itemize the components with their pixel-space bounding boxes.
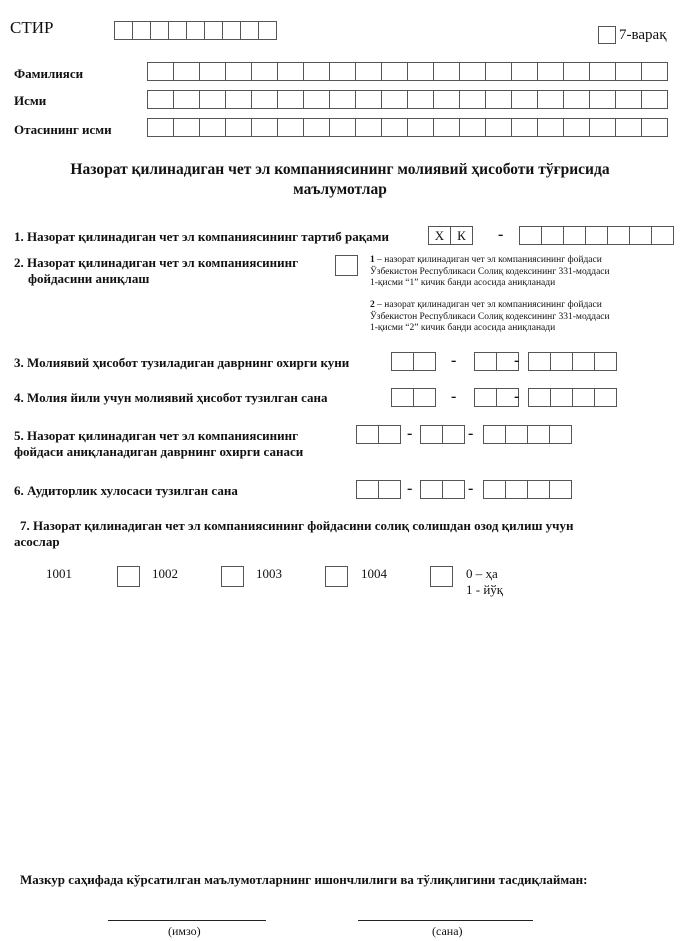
- option1-line1: – назорат қилинадиган чет эл компаниясининг фойдаси: [374, 255, 602, 265]
- input-cell[interactable]: [329, 118, 356, 137]
- patronymic-field[interactable]: [147, 118, 668, 137]
- input-cell[interactable]: [563, 62, 590, 81]
- item5-label-line1: 5. Назорат қилинадиган чет эл компаниясининг: [14, 428, 298, 443]
- item3-day-field[interactable]: [391, 352, 436, 371]
- item4-label: 4. Молия йили учун молиявий ҳисобот тузилган сана: [14, 390, 328, 405]
- input-cell[interactable]: [485, 90, 512, 109]
- input-cell[interactable]: [391, 388, 414, 407]
- input-cell[interactable]: [258, 21, 277, 40]
- item1-dash: -: [498, 226, 504, 243]
- input-cell[interactable]: [615, 118, 642, 137]
- input-cell[interactable]: [413, 388, 436, 407]
- input-cell[interactable]: [615, 62, 642, 81]
- input-cell[interactable]: [381, 62, 408, 81]
- stir-field[interactable]: [114, 21, 277, 40]
- input-cell[interactable]: [225, 118, 252, 137]
- input-cell[interactable]: [381, 90, 408, 109]
- input-cell[interactable]: [459, 62, 486, 81]
- input-cell[interactable]: [511, 62, 538, 81]
- input-cell[interactable]: [585, 226, 608, 245]
- input-cell[interactable]: [150, 21, 169, 40]
- item6-month-field[interactable]: [420, 480, 465, 499]
- input-cell[interactable]: [413, 352, 436, 371]
- input-cell[interactable]: [407, 118, 434, 137]
- input-cell[interactable]: [641, 90, 668, 109]
- input-cell[interactable]: [527, 425, 550, 444]
- signature-line[interactable]: [108, 920, 266, 921]
- page-title: [0, 160, 680, 200]
- code-1004-label: 1004: [361, 566, 387, 581]
- input-cell[interactable]: [537, 62, 564, 81]
- code-1003-label: 1003: [256, 566, 282, 581]
- input-cell[interactable]: [550, 352, 573, 371]
- input-cell[interactable]: [459, 90, 486, 109]
- option1-number: 1: [370, 255, 375, 265]
- input-cell[interactable]: [629, 226, 652, 245]
- option1-line2: Ўзбекистон Республикаси Солиқ кодексининг 331-моддаси: [370, 266, 610, 277]
- input-cell[interactable]: [474, 388, 497, 407]
- input-cell[interactable]: [641, 118, 668, 137]
- input-cell[interactable]: [615, 90, 642, 109]
- page-title-line2: маълумотлар: [293, 181, 387, 198]
- input-cell[interactable]: [485, 118, 512, 137]
- yes-no-legend: [466, 566, 503, 598]
- input-cell[interactable]: [563, 118, 590, 137]
- input-cell[interactable]: [303, 118, 330, 137]
- item2-checkbox[interactable]: [335, 255, 358, 276]
- page-title-line1: Назорат қилинадиган чет эл компаниясининг молиявий ҳисоботи тўғрисида: [70, 161, 610, 178]
- input-cell[interactable]: [589, 118, 616, 137]
- item5-label-line2: фойдаси аниқланадиган даврнинг охирги санаси: [14, 444, 304, 459]
- item2-label-line1: 2. Назорат қилинадиган чет эл компаниясининг: [14, 255, 298, 270]
- input-cell[interactable]: [563, 90, 590, 109]
- input-cell[interactable]: [173, 62, 200, 81]
- input-cell[interactable]: [147, 90, 174, 109]
- signature-caption: (имзо): [168, 924, 201, 938]
- input-cell[interactable]: [572, 388, 595, 407]
- input-cell[interactable]: [589, 90, 616, 109]
- input-cell[interactable]: [537, 118, 564, 137]
- patronymic-label: Отасининг исми: [14, 122, 112, 137]
- input-cell[interactable]: [391, 352, 414, 371]
- input-cell[interactable]: [303, 90, 330, 109]
- prefix-cell-k: К: [450, 226, 473, 245]
- input-cell[interactable]: [251, 90, 278, 109]
- date-caption: (сана): [432, 924, 463, 938]
- item2-label-line2: фойдасини аниқлаш: [28, 271, 150, 286]
- item5-label: [14, 428, 303, 460]
- item1-label: 1. Назорат қилинадиган чет эл компаниясининг тартиб рақами: [14, 229, 390, 244]
- code-1004-checkbox[interactable]: [430, 566, 453, 587]
- input-cell[interactable]: [563, 226, 586, 245]
- input-cell[interactable]: [505, 425, 528, 444]
- input-cell[interactable]: [199, 90, 226, 109]
- item5-year-field[interactable]: [483, 425, 572, 444]
- item6-label: 6. Аудиторлик хулосаси тузилган сана: [14, 483, 238, 498]
- surname-field[interactable]: [147, 62, 668, 81]
- item2-option2: [370, 300, 660, 335]
- input-cell[interactable]: [420, 480, 443, 499]
- code-1001-label: 1001: [46, 566, 72, 581]
- input-cell[interactable]: [378, 480, 401, 499]
- input-cell[interactable]: [355, 118, 382, 137]
- input-cell[interactable]: [511, 118, 538, 137]
- input-cell[interactable]: [505, 480, 528, 499]
- input-cell[interactable]: [132, 21, 151, 40]
- input-cell[interactable]: [277, 90, 304, 109]
- input-cell[interactable]: [222, 21, 241, 40]
- date-line[interactable]: [358, 920, 533, 921]
- item2-label: [14, 255, 298, 287]
- item4-year-field[interactable]: [528, 388, 617, 407]
- input-cell[interactable]: [474, 352, 497, 371]
- input-cell[interactable]: [407, 90, 434, 109]
- input-cell[interactable]: [528, 352, 551, 371]
- input-cell[interactable]: [147, 118, 174, 137]
- name-field[interactable]: [147, 90, 668, 109]
- input-cell[interactable]: [433, 90, 460, 109]
- page-number-box[interactable]: [598, 26, 616, 44]
- input-cell[interactable]: [541, 226, 564, 245]
- input-cell[interactable]: [355, 90, 382, 109]
- item4-day-field[interactable]: [391, 388, 436, 407]
- input-cell[interactable]: [168, 21, 187, 40]
- input-cell[interactable]: [527, 480, 550, 499]
- input-cell[interactable]: [199, 118, 226, 137]
- input-cell[interactable]: [356, 425, 379, 444]
- input-cell[interactable]: [303, 62, 330, 81]
- input-cell[interactable]: [225, 62, 252, 81]
- item6-day-field[interactable]: [356, 480, 401, 499]
- input-cell[interactable]: [483, 425, 506, 444]
- input-cell[interactable]: [459, 118, 486, 137]
- input-cell[interactable]: [277, 118, 304, 137]
- code-1002-label: 1002: [152, 566, 178, 581]
- input-cell[interactable]: [442, 480, 465, 499]
- option2-line3: 1-қисми “2” кичик банди асосида аниқланади: [370, 323, 556, 333]
- input-cell[interactable]: [407, 62, 434, 81]
- item5-month-field[interactable]: [420, 425, 465, 444]
- item2-option1: [370, 255, 660, 290]
- item7-label-line2: асослар: [14, 534, 60, 549]
- item6-year-field[interactable]: [483, 480, 572, 499]
- surname-label: Фамилияси: [14, 66, 84, 81]
- input-cell[interactable]: [251, 62, 278, 81]
- input-cell[interactable]: [442, 425, 465, 444]
- input-cell[interactable]: [550, 388, 573, 407]
- code-1001-checkbox[interactable]: [117, 566, 140, 587]
- input-cell[interactable]: [329, 90, 356, 109]
- input-cell[interactable]: [549, 425, 572, 444]
- input-cell[interactable]: [277, 62, 304, 81]
- name-label: Исми: [14, 93, 47, 108]
- input-cell[interactable]: [251, 118, 278, 137]
- input-cell[interactable]: [378, 425, 401, 444]
- input-cell[interactable]: [114, 21, 133, 40]
- input-cell[interactable]: [511, 90, 538, 109]
- input-cell[interactable]: [173, 118, 200, 137]
- input-cell[interactable]: [173, 90, 200, 109]
- input-cell[interactable]: [594, 388, 617, 407]
- input-cell[interactable]: [147, 62, 174, 81]
- input-cell[interactable]: [572, 352, 595, 371]
- input-cell[interactable]: [433, 118, 460, 137]
- yes-no-line1: 0 – ҳа: [466, 566, 498, 581]
- input-cell[interactable]: [519, 226, 542, 245]
- input-cell[interactable]: [528, 388, 551, 407]
- item3-label: 3. Молиявий ҳисобот тузиладиган даврнинг охирги куни: [14, 355, 350, 370]
- item4-month-field[interactable]: [474, 388, 519, 407]
- item1-prefix: [428, 226, 473, 245]
- option2-line2: Ўзбекистон Республикаси Солиқ кодексининг 331-моддаси: [370, 311, 610, 322]
- input-cell[interactable]: [420, 425, 443, 444]
- item3-year-field[interactable]: [528, 352, 617, 371]
- input-cell[interactable]: [186, 21, 205, 40]
- confirmation-text: Мазкур саҳифада кўрсатилган маълумотларнинг ишончлилиги ва тўлиқлигини тасдиқлайман:: [20, 872, 588, 887]
- input-cell[interactable]: [607, 226, 630, 245]
- option2-number: 2: [370, 300, 375, 310]
- input-cell[interactable]: [549, 480, 572, 499]
- input-cell[interactable]: [594, 352, 617, 371]
- input-cell[interactable]: [483, 480, 506, 499]
- prefix-cell-x: Х: [428, 226, 451, 245]
- input-cell[interactable]: [651, 226, 674, 245]
- input-cell[interactable]: [356, 480, 379, 499]
- input-cell[interactable]: [240, 21, 259, 40]
- code-1003-checkbox[interactable]: [325, 566, 348, 587]
- input-cell[interactable]: [381, 118, 408, 137]
- page-label: 7-варақ: [619, 27, 667, 43]
- option2-line1: – назорат қилинадиган чет эл компаниясининг фойдаси: [374, 300, 602, 310]
- input-cell[interactable]: [589, 62, 616, 81]
- item7-label-line1: 7. Назорат қилинадиган чет эл компаниясининг фойдасини солиқ солишдан озод қилиш учун: [20, 518, 574, 533]
- input-cell[interactable]: [537, 90, 564, 109]
- item5-day-field[interactable]: [356, 425, 401, 444]
- input-cell[interactable]: [199, 62, 226, 81]
- input-cell[interactable]: [204, 21, 223, 40]
- input-cell[interactable]: [433, 62, 460, 81]
- input-cell[interactable]: [485, 62, 512, 81]
- input-cell[interactable]: [225, 90, 252, 109]
- yes-no-line2: 1 - йўқ: [466, 582, 504, 597]
- code-1002-checkbox[interactable]: [221, 566, 244, 587]
- option1-line3: 1-қисми “1” кичик банди асосида аниқланади: [370, 278, 556, 288]
- input-cell[interactable]: [355, 62, 382, 81]
- item7-label: [14, 518, 574, 550]
- stir-label: СТИР: [10, 18, 54, 37]
- item1-number-field[interactable]: [519, 226, 674, 245]
- item3-month-field[interactable]: [474, 352, 519, 371]
- input-cell[interactable]: [329, 62, 356, 81]
- input-cell[interactable]: [641, 62, 668, 81]
